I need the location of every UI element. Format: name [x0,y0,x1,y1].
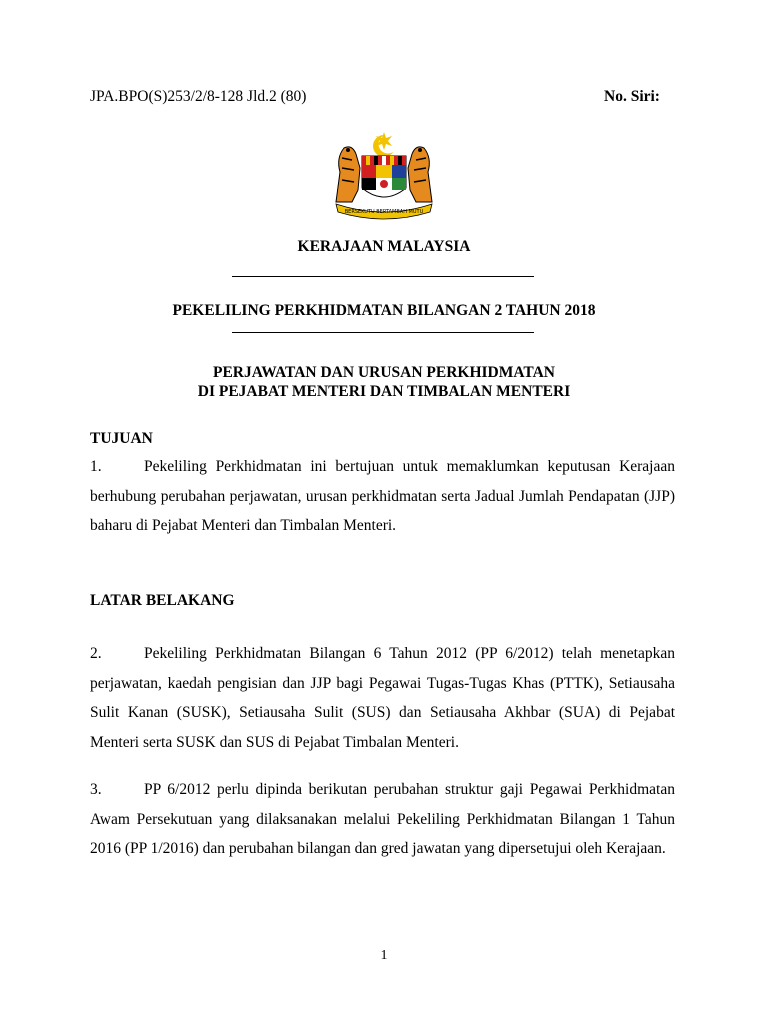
serial-number-label: No. Siri: [604,88,660,105]
section-heading: TUJUAN [90,430,153,447]
government-title: KERAJAAN MALAYSIA [297,238,471,255]
divider-line [232,332,534,333]
circular-title: PEKELILING PERKHIDMATAN BILANGAN 2 TAHUN 2018 [172,302,596,319]
paragraph [90,452,675,541]
coat-of-arms-icon [322,128,446,220]
subject-line-2: DI PEJABAT MENTERI DAN TIMBALAN MENTERI [197,383,571,400]
paragraph [90,639,675,757]
paragraph-number: 3. [90,781,102,798]
page-number: 1 [380,948,388,963]
paragraph-number: 1. [90,458,102,475]
paragraph-number: 2. [90,645,102,662]
crest-motto: BERSEKUTU BERTAMBAH MUTU [344,209,424,215]
divider-line [232,276,534,277]
subject-line-1: PERJAWATAN DAN URUSAN PERKHIDMATAN [212,364,555,381]
section-heading: LATAR BELAKANG [90,592,235,609]
paragraph [90,775,675,864]
paragraph-text: Pekeliling Perkhidmatan ini bertujuan untuk memaklumkan keputusan Kerajaan berhubung perubahan perjawatan, urusan perkhidmatan serta Jadual Jumlah Pendapatan (JJP) baharu di Pejabat Menteri dan Timbalan Menteri. [90,458,675,534]
paragraph-text: Pekeliling Perkhidmatan Bilangan 6 Tahun 2012 (PP 6/2012) telah menetapkan perjawatan, kaedah pengisian dan JJP bagi Pegawai Tugas-Tugas Khas (PTTK), Setiausaha Sulit Kanan (SUSK), Setiausaha Sulit (SUS) dan Setiausaha Akhbar (SUA) di Pejabat Menteri serta SUSK dan SUS di Pejabat Timbalan Menteri. [90,645,675,751]
paragraph-text: PP 6/2012 perlu dipinda berikutan perubahan struktur gaji Pegawai Perkhidmatan Awam Persekutuan yang dilaksanakan melalui Pekeliling Perkhidmatan Bilangan 1 Tahun 2016 (PP 1/2016) dan perubahan bilangan dan gred jawatan yang dipersetujui oleh Kerajaan. [90,781,675,857]
reference-number: JPA.BPO(S)253/2/8-128 Jld.2 (80) [90,88,307,105]
